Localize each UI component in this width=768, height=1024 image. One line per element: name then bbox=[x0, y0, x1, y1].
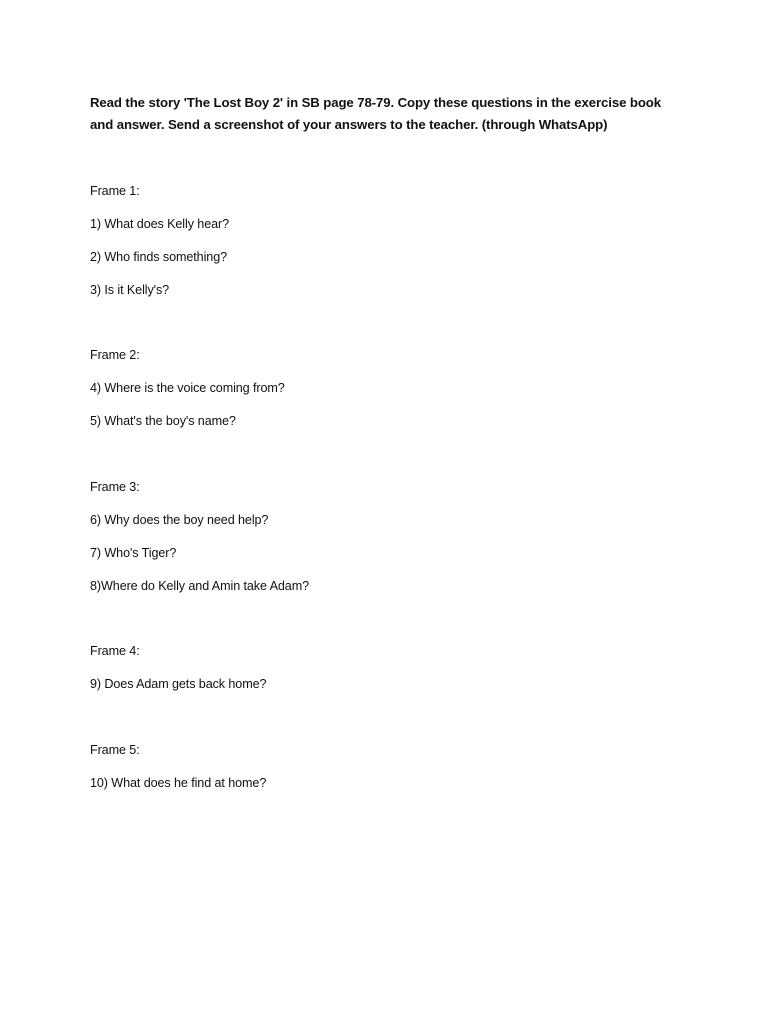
instructions-paragraph bbox=[90, 92, 690, 136]
question-3: 3) Is it Kelly's? bbox=[90, 283, 170, 297]
instructions-line-2: and answer. Send a screenshot of your answers to the teacher. (through WhatsApp) bbox=[90, 117, 608, 132]
frame-3-heading: Frame 3: bbox=[90, 480, 140, 494]
question-6: 6) Why does the boy need help? bbox=[90, 513, 269, 527]
question-7: 7) Who's Tiger? bbox=[90, 546, 177, 560]
question-1: 1) What does Kelly hear? bbox=[90, 217, 230, 231]
question-9: 9) Does Adam gets back home? bbox=[90, 677, 267, 691]
question-2: 2) Who finds something? bbox=[90, 250, 228, 264]
frame-1-heading: Frame 1: bbox=[90, 184, 140, 198]
instructions-line-1: Read the story 'The Lost Boy 2' in SB page 78-79. Copy these questions in the exercise book bbox=[90, 95, 661, 110]
question-4: 4) Where is the voice coming from? bbox=[90, 381, 285, 395]
frame-5-heading: Frame 5: bbox=[90, 743, 140, 757]
frame-4-heading: Frame 4: bbox=[90, 644, 140, 658]
question-8: 8)Where do Kelly and Amin take Adam? bbox=[90, 579, 310, 593]
question-5: 5) What's the boy's name? bbox=[90, 414, 236, 428]
frame-2-heading: Frame 2: bbox=[90, 348, 140, 362]
question-10: 10) What does he find at home? bbox=[90, 776, 267, 790]
